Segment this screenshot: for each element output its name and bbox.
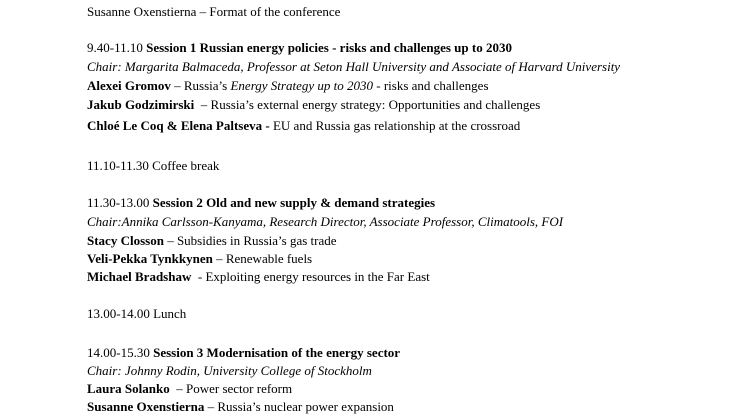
talk-title: – Russia’s nuclear power expansion — [204, 399, 394, 414]
coffee-break: 11.10-11.30 Coffee break — [87, 158, 220, 173]
talk-title: EU and Russia gas relationship at the crossroad — [269, 118, 521, 133]
talk-title: – Subsidies in Russia’s gas trade — [163, 233, 337, 248]
talk-title: - risks and challenges — [372, 78, 489, 93]
speaker-name: Alexei Gromov — [87, 78, 171, 93]
session-title: Session 1 Russian energy policies - risks and challenges up to 2030 — [146, 40, 512, 55]
session-time: 11.30-13.00 — [87, 195, 150, 210]
talk-title: – Russia’s — [170, 78, 231, 93]
speaker-name: Susanne Oxenstierna — [87, 399, 205, 414]
talk-line — [87, 380, 292, 398]
session-title: Session 3 Modernisation of the energy sector — [153, 345, 401, 360]
session-time: 14.00-15.30 — [87, 345, 150, 360]
session-2-heading — [87, 194, 435, 212]
talk-line — [87, 232, 337, 250]
speaker-name: Veli-Pekka Tynkkynen — [87, 251, 213, 266]
talk-line — [87, 268, 430, 286]
session-3-chair — [87, 362, 372, 380]
talk-line — [87, 77, 489, 95]
speaker-name: Jakub Godzimirski — [87, 97, 195, 112]
speaker-name: Laura Solanko — [87, 381, 170, 396]
speaker-name: Susanne Oxenstierna — [87, 4, 197, 19]
talk-line — [87, 250, 312, 268]
session-3-heading — [87, 344, 400, 362]
session-time: 9.40-11.10 — [87, 40, 143, 55]
chair-text: Chair: Margarita Balmaceda, Professor at Seton Hall University and Associate of Harvard University — [87, 59, 621, 74]
session-1-heading — [87, 39, 512, 57]
talk-line — [87, 398, 394, 416]
talk-title: – Format of the conference — [196, 4, 341, 19]
speaker-name: Michael Bradshaw — [87, 269, 192, 284]
talk-title: – Power sector reform — [169, 381, 293, 396]
session-2-chair — [87, 213, 563, 231]
talk-line — [87, 96, 540, 114]
talk-title: - Exploiting energy resources in the Far East — [191, 269, 430, 284]
session-1-chair — [87, 58, 620, 76]
talk-line — [87, 117, 520, 135]
lunch-break: 13.00-14.00 Lunch — [87, 306, 187, 321]
chair-text: Chair:Annika Carlsson-Kanyama, Research Director, Associate Professor, Climatools, FOI — [87, 214, 564, 229]
speaker-name: Chloé Le Coq & Elena Paltseva - — [87, 118, 270, 133]
speaker-name: Stacy Closson — [87, 233, 164, 248]
session-title: Session 2 Old and new supply & demand strategies — [152, 195, 436, 210]
talk-title: – Russia’s external energy strategy: Opportunities and challenges — [194, 97, 541, 112]
intro-line — [87, 3, 340, 21]
chair-text: Chair: Johnny Rodin, University College of Stockholm — [87, 363, 372, 378]
talk-title-italic: Energy Strategy up to 2030 — [230, 78, 373, 93]
talk-title: – Renewable fuels — [212, 251, 313, 266]
